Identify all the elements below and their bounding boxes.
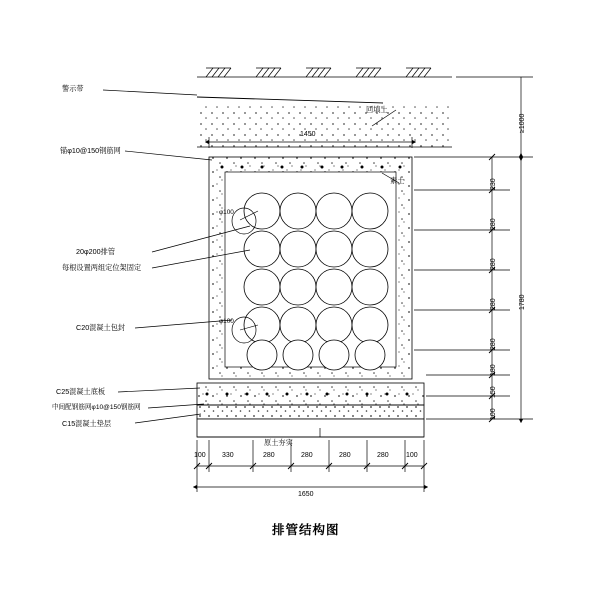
dim-bottom-4: 280 [301, 452, 313, 459]
dim-bottom-1: 100 [194, 452, 206, 459]
dim-v-5: 280 [490, 338, 497, 350]
label-mesh-top: 锚φ10@150钢筋网 [60, 146, 121, 155]
dim-bottom-2: 330 [222, 452, 234, 459]
dim-v-1: 230 [490, 178, 497, 190]
dim-v-7: 150 [490, 386, 497, 398]
label-pipe-diameter-upper: φ100 [219, 209, 234, 216]
dim-cover-depth: ≥1000 [519, 113, 526, 133]
dim-bottom-3: 280 [263, 452, 275, 459]
dim-bottom-6: 280 [377, 452, 389, 459]
dim-bottom-width: 1650 [298, 491, 314, 498]
dim-v-3: 280 [490, 258, 497, 270]
drawing-title: 排管结构图 [272, 523, 340, 537]
label-pipe-fixing: 每根设置两组定位架固定 [62, 263, 142, 272]
label-backfill: 回填土 [366, 105, 388, 114]
dim-bottom-5: 280 [339, 452, 351, 459]
label-encasement: C20混凝土包封 [76, 323, 126, 332]
label-mid-mesh: 中间配钢筋网φ10@150钢筋网 [52, 404, 141, 411]
dim-bottom-7: 100 [406, 452, 418, 459]
dim-v-4: 280 [490, 298, 497, 310]
dim-top-width: 1450 [300, 131, 316, 138]
label-soil: 素土 [390, 176, 405, 185]
label-pipes: 20φ200排管 [76, 247, 116, 256]
dim-v-2: 280 [490, 218, 497, 230]
dim-v-6: 180 [490, 364, 497, 376]
label-cushion: C15混凝土垫层 [62, 419, 112, 428]
dim-v-8: 100 [490, 408, 497, 420]
label-pipe-diameter-lower: φ100 [219, 318, 234, 325]
dim-total-height: 1780 [519, 294, 526, 310]
label-compacted-soil: 原土夯实 [264, 438, 293, 447]
label-warning-tape: 警示带 [62, 84, 84, 93]
label-base-slab: C25混凝土底板 [56, 387, 106, 396]
